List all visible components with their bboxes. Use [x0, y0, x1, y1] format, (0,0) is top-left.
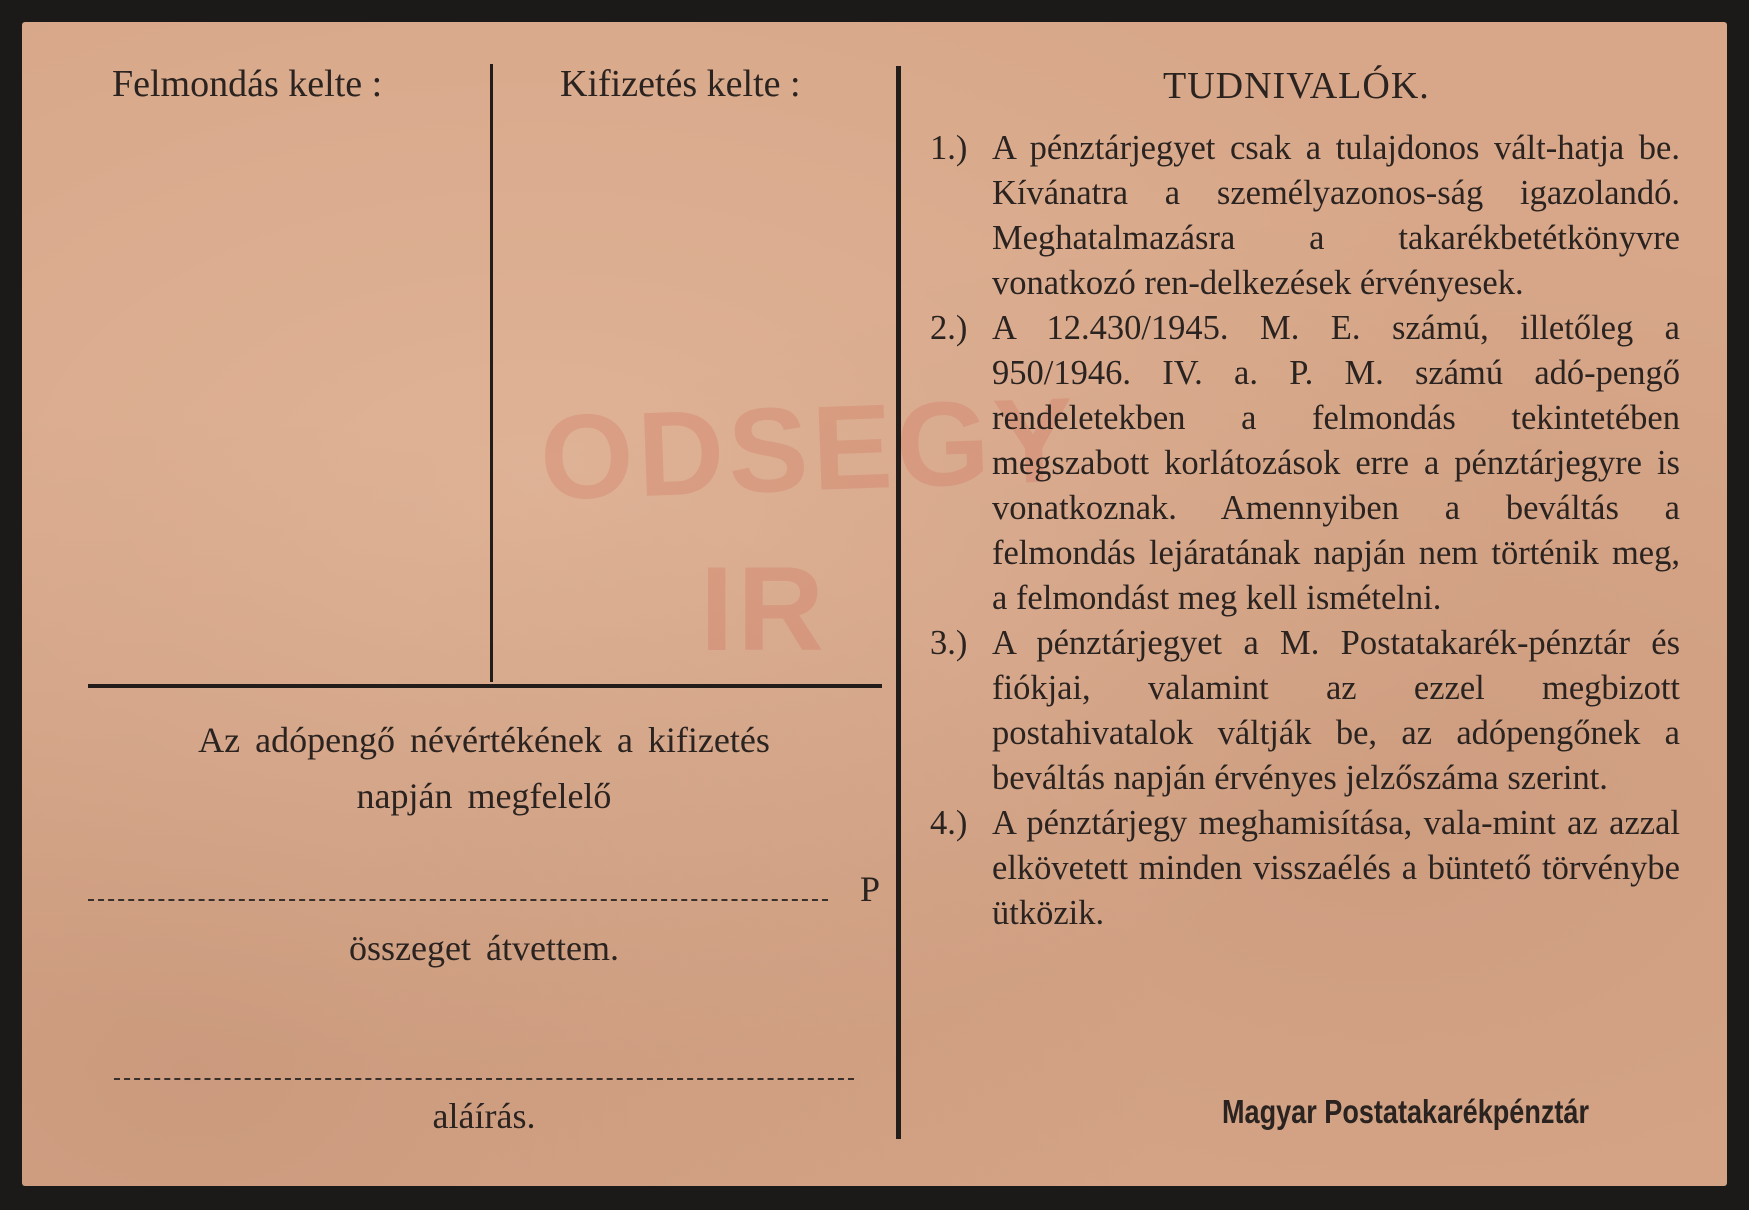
info-note	[930, 621, 1680, 801]
date-column-divider	[490, 64, 493, 682]
amount-blank-line	[88, 899, 828, 901]
note-text: A pénztárjegy meghamisítása, vala-mint az azzal elkövetett minden visszaélés a büntető törvénybe ütközik.	[992, 804, 1680, 932]
date-section-rule	[88, 684, 882, 688]
note-number: 3.)	[930, 624, 968, 662]
amount-statement	[104, 712, 864, 824]
issuer-name: Magyar Postatakarékpénztár	[1222, 1093, 1589, 1130]
info-notes-list	[930, 126, 1680, 936]
currency-symbol: P	[860, 869, 881, 909]
signature-blank-line	[114, 1078, 854, 1080]
note-text: A 12.430/1945. M. E. számú, illetőleg a 950/1946. IV. a. P. M. számú adó-pengő rendeletekben a felmondás tekintetében megszabott korlátozások erre a pénztárjegyre is vonatkoznak. Amennyiben a beváltás a felmondás lejáratának napján nem történik meg, a felmondást meg kell ismételni.	[992, 309, 1680, 617]
amount-received-text: összeget átvettem.	[349, 928, 619, 968]
signature-label: aláírás.	[432, 1096, 536, 1136]
main-column-divider	[896, 66, 901, 1139]
note-number: 1.)	[930, 129, 968, 167]
info-note	[930, 306, 1680, 621]
note-number: 4.)	[930, 804, 968, 842]
info-title: TUDNIVALÓK.	[1163, 65, 1430, 107]
info-note	[930, 126, 1680, 306]
note-text: A pénztárjegyet csak a tulajdonos vált-hatja be. Kívánatra a személyazonos-ság igazolandó. Meghatalmazásra a takarékbetétkönyvre vonatkozó ren-delkezések érvényesek.	[992, 129, 1680, 302]
info-note	[930, 801, 1680, 936]
amount-statement-line1: Az adópengő névértékének a kifizetés	[198, 720, 770, 760]
notice-date-label: Felmondás kelte :	[112, 63, 383, 105]
amount-statement-line2: napján megfelelő	[356, 776, 612, 816]
note-number: 2.)	[930, 309, 968, 347]
note-text: A pénztárjegyet a M. Postatakarék-pénztár és fiókjai, valamint az ezzel megbizott postahivatalok váltják be, az adópengőnek a beváltás napján érvényes jelzőszáma szerint.	[992, 624, 1680, 797]
payment-date-label: Kifizetés kelte :	[560, 63, 801, 105]
